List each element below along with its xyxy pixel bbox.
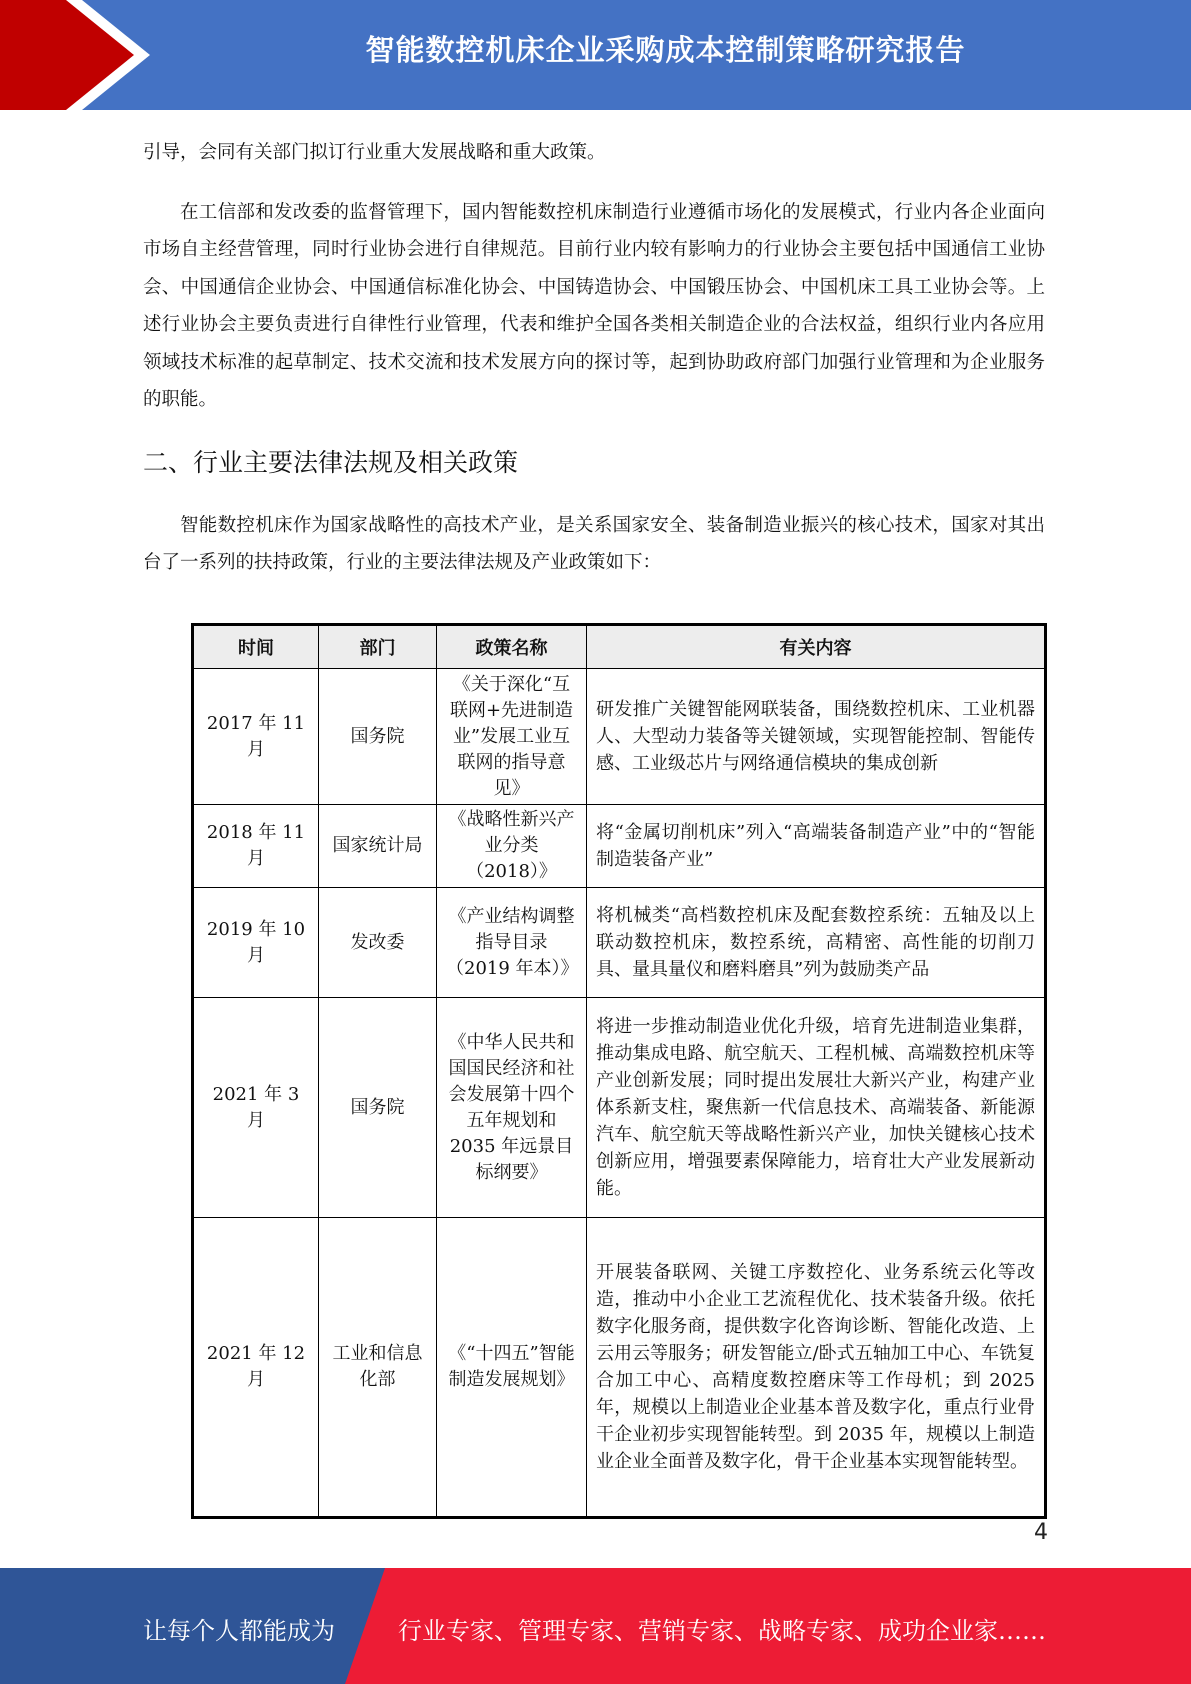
paragraph-industry-associations: 在工信部和发改委的监督管理下，国内智能数控机床制造行业遵循市场化的发展模式，行业内各企业面向市场自主经营管理，同时行业协会进行自律规范。目前行业内较有影响力的行业协会主要包括中国通信工业协会、中国通信企业协会、中国通信标准化协会、中国铸造协会、中国锻压协会、中国机床工具工业协会等。上述行业协会主要负责进行自律性行业管理，代表和维护全国各类相关制造企业的合法权益，组织行业内各应用领域技术标准的起草制定、技术交流和技术发展方向的探讨等，起到协助政府部门加强行业管理和为企业服务的职能。 (143, 201, 1045, 410)
cell-department: 发改委 (319, 888, 437, 998)
cell-time: 2019 年 10 月 (193, 888, 319, 998)
column-header-department: 部门 (319, 625, 437, 669)
table-row (193, 1218, 1046, 1518)
footer-slogan-left: 让每个人都能成为 (143, 1617, 335, 1645)
cell-content: 研发推广关键智能网联装备，围绕数控机床、工业机器人、大型动力装备等关键领域，实现智能控制、智能传感、工业级芯片与网络通信模块的集成创新 (587, 669, 1046, 805)
table-header-row (193, 625, 1046, 669)
page-footer (0, 1568, 1191, 1684)
header-chevron-logo-shape (0, 0, 134, 110)
section-heading: 二、行业主要法律法规及相关政策 (143, 447, 519, 477)
cell-content: 将进一步推动制造业优化升级，培育先进制造业集群，推动集成电路、航空航天、工程机械、高端数控机床等产业创新发展；同时提出发展壮大新兴产业，构建产业体系新支柱，聚焦新一代信息技术、高端装备、新能源汽车、航空航天等战略性新兴产业，加快关键核心技术创新应用，增强要素保障能力，培育壮大产业发展新动能。 (587, 998, 1046, 1218)
cell-time: 2021 年 3 月 (193, 998, 319, 1218)
table-row (193, 888, 1046, 998)
table-row (193, 805, 1046, 888)
table-row (193, 998, 1046, 1218)
table-row (193, 669, 1046, 805)
cell-policy-name: 《战略性新兴产业分类（2018）》 (437, 805, 587, 888)
page-header (0, 0, 1191, 110)
cell-policy-name: 《中华人民共和国国民经济和社会发展第十四个五年规划和 2035 年远景目标纲要》 (437, 998, 587, 1218)
cell-time: 2021 年 12 月 (193, 1218, 319, 1518)
cell-department: 工业和信息化部 (319, 1218, 437, 1518)
column-header-content: 有关内容 (587, 625, 1046, 669)
cell-content: 开展装备联网、关键工序数控化、业务系统云化等改造，推动中小企业工艺流程优化、技术装备升级。依托数字化服务商，提供数字化咨询诊断、智能化改造、上云用云等服务；研发智能立/卧式五轴加工中心、车铣复合加工中心、高精度数控磨床等工作母机；到 2025 年，规模以上制造业企业基本普及数字化，重点行业骨干企业初步实现智能转型。到 2035 年，规模以上制造业企业全面普及数字化，骨干企业基本实现智能转型。 (587, 1218, 1046, 1518)
body-content (143, 134, 1045, 582)
page-number: 4 (1034, 1520, 1048, 1545)
cell-department: 国务院 (319, 669, 437, 805)
policy-table (191, 623, 1047, 1519)
report-title: 智能数控机床企业采购成本控制策略研究报告 (365, 33, 966, 67)
column-header-time: 时间 (193, 625, 319, 669)
section-intro-paragraph: 智能数控机床作为国家战略性的高技术产业，是关系国家安全、装备制造业振兴的核心技术，国家对其出台了一系列的扶持政策，行业的主要法律法规及产业政策如下： (143, 514, 1045, 573)
cell-department: 国家统计局 (319, 805, 437, 888)
cell-time: 2017 年 11 月 (193, 669, 319, 805)
cell-content: 将“金属切削机床”列入“高端装备制造产业”中的“智能制造装备产业” (587, 805, 1046, 888)
cell-policy-name: 《产业结构调整指导目录（2019 年本）》 (437, 888, 587, 998)
column-header-policy-name: 政策名称 (437, 625, 587, 669)
paragraph-continued: 引导，会同有关部门拟订行业重大发展战略和重大政策。 (143, 142, 606, 163)
footer-slogan-right: 行业专家、管理专家、营销专家、战略专家、成功企业家…… (398, 1617, 1046, 1645)
cell-time: 2018 年 11 月 (193, 805, 319, 888)
cell-department: 国务院 (319, 998, 437, 1218)
cell-content: 将机械类“高档数控机床及配套数控系统：五轴及以上联动数控机床，数控系统，高精密、高性能的切削刀具、量具量仪和磨料磨具”列为鼓励类产品 (587, 888, 1046, 998)
cell-policy-name: 《“十四五”智能制造发展规划》 (437, 1218, 587, 1518)
cell-policy-name: 《关于深化“互联网+先进制造业”发展工业互联网的指导意见》 (437, 669, 587, 805)
